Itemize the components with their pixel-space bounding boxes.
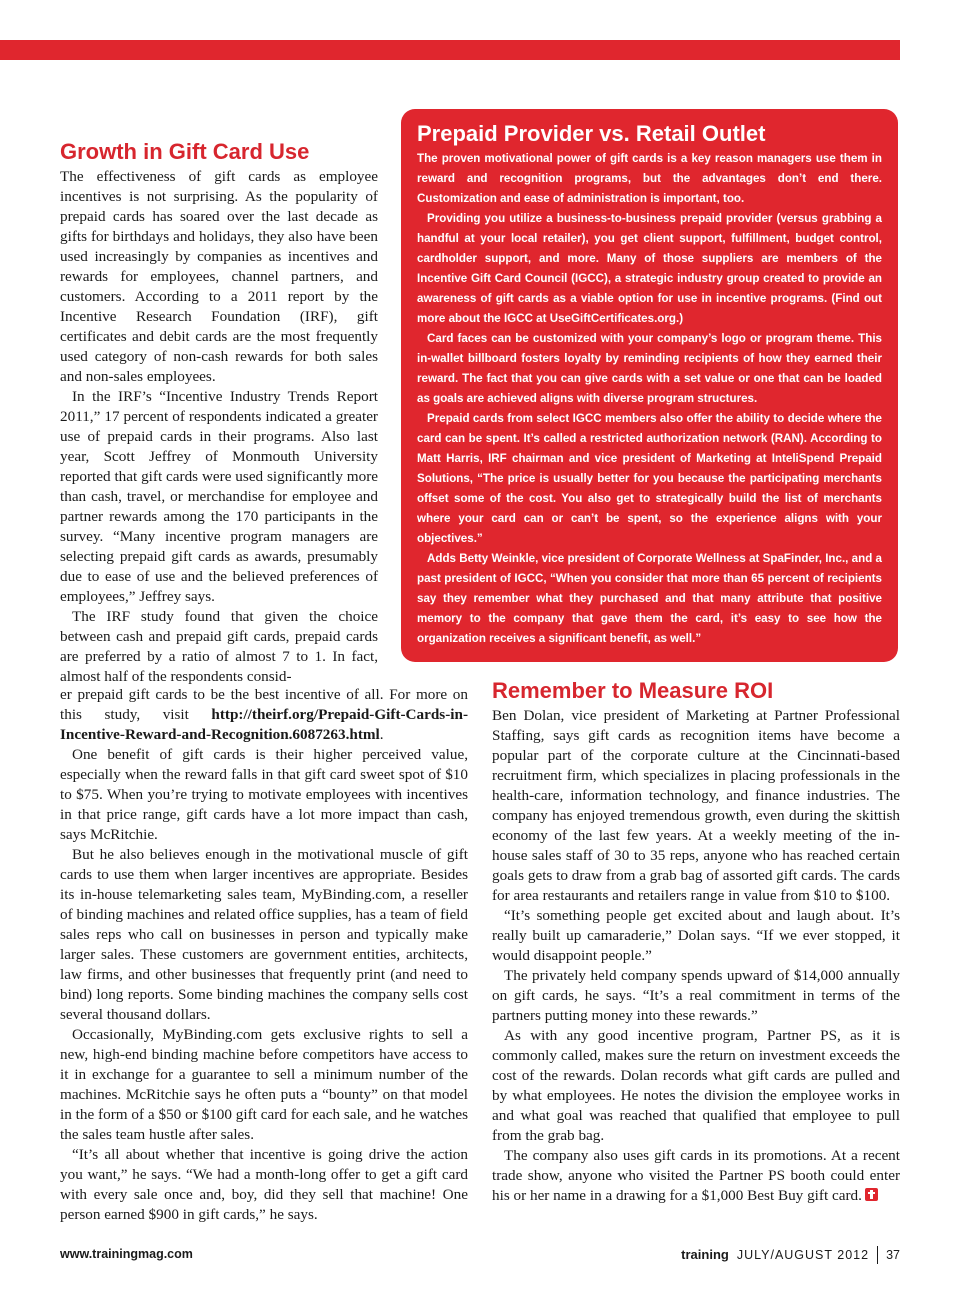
paragraph: Ben Dolan, vice president of Marketing at Partner Professional Staffing, says gift cards as recognition items have become a popular part of the corporate culture at the Cincinnati-based recruitment firm, which specializes in placing professionals in the health-care, information technology, and finance industries. The company has enjoyed tremendous growth, even during the skittish economy of the last few years. At a weekly meeting of the in-house sales staff of 30 to 35 reps, anyone who has reached certain goals gets to draw from a grab bag of assorted gift cards. The cards for area restaurants and retailers range in value from $10 to $100. [492, 707, 900, 904]
paragraph: The effectiveness of gift cards as employee incentives is not surprising. As the popularity of prepaid cards has soared over the last decade as gifts for birthdays and holidays, they also have been used increasingly by companies as incentives and rewards for employees, channel partners, and customers. According to a 2011 report by the Incentive Research Foundation (IRF), gift certificates and debit cards are the most frequently used category of non-cash rewards for both sales and non-sales employees. [60, 168, 378, 385]
paragraph-text: er prepaid gift cards to be the best incentive of all. For more on this study, visit [60, 686, 468, 723]
paragraph: “It’s all about whether that incentive is going drive the action you want,” he says. “We had a month-long offer to get a gift card with every sale once and, boy, did they sell that machine! One person earned $900 in gift cards,” he says. [60, 1146, 468, 1223]
last-paragraph [492, 1146, 900, 1206]
irf-study-link[interactable]: http://theirf.org/Prepaid-Gift-Cards-in-Incentive-Reward-and-Recognition.6087263.html [60, 706, 468, 743]
sidebar-paragraph: Adds Betty Weinkle, vice president of Corporate Wellness at SpaFinder, Inc., and a past president of IGCC, “When you consider that more than 65 percent of recipients say they remember what they purchased and that many attribute that positive memory to the company that gave them the card, it’s easy to see how the organization receives a significant benefit, as well.” [417, 552, 882, 645]
article-heading-growth: Growth in Gift Card Use [60, 139, 310, 164]
right-article-body [492, 706, 900, 1206]
paragraph: Occasionally, MyBinding.com gets exclusive rights to sell a new, high-end binding machine before competitors have access to it in exchange for a guarantee to sell a minimum number of the machines. McRitchie says he often puts a “bounty” on that model in the form of a $50 or $100 gift card for each sale, and he watches the sales team hustle after sales. [60, 1026, 468, 1143]
left-article-column [60, 138, 378, 687]
paragraph-with-link [60, 685, 468, 745]
top-accent-bar [0, 40, 900, 60]
left-article-continued [60, 685, 468, 1225]
paragraph: The privately held company spends upward of $14,000 annually on gift cards, he says. “It’s a real commitment in terms of the partners putting money into these rewards.” [492, 967, 900, 1024]
sidebar-paragraph: Providing you utilize a business-to-business prepaid provider (versus grabbing a handful at your local retailer), you get client support, fulfillment, budget control, cardholder support, and more. Many of those suppliers are members of the Incentive Gift Card Council (IGCC), a strategic industry group created to provide an awareness of gift cards as a viable option for use in incentive programs. (Find out more about the IGCC at UseGiftCertificates.org.) [417, 212, 882, 325]
magazine-name: training [681, 1247, 729, 1262]
paragraph-end: . [379, 726, 384, 743]
paragraph: As with any good incentive program, Partner PS, as it is commonly called, makes sure the return on investment exceeds the cost of the rewards. Dolan records what gift cards are pulled and by what employees. He notes the division the employee works in and what goal was reached that qualified that employee to pull from the grab bag. [492, 1027, 900, 1144]
sidebar-paragraph: Prepaid cards from select IGCC members also offer the ability to decide where the card can be spent. It’s called a restricted authorization network (RAN). According to Matt Harris, IRF chairman and vice president of Marketing at InteliSpend Prepaid Solutions, “The price is usually better for you because the participating merchants offset some of the cost. You also get to strategically build the list of merchants where your card can or can’t be spent, so the experience aligns with your objectives.” [417, 412, 882, 545]
article-heading-roi: Remember to Measure ROI [492, 678, 774, 703]
left-article-body [60, 167, 378, 687]
paragraph: But he also believes enough in the motivational muscle of gift cards to use them when larger incentives are appropriate. Besides its in-house telemarketing sales team, MyBinding.com, a reseller of binding machines and related office supplies, has a team of field sales reps who call on businesses in person and typically make larger sales. These customers are government entities, architects, law firms, and other businesses that frequently print (and need to bind) long reports. Some binding machines the company sells cost several thousand dollars. [60, 846, 468, 1023]
paragraph-text: The company also uses gift cards in its promotions. At a recent trade show, anyone who visited the Partner PS booth could enter his or her name in a drawing for a $1,000 Best Buy gift card. [492, 1147, 900, 1204]
sidebar-body [417, 149, 882, 649]
footer-folio [681, 1246, 900, 1264]
paragraph: “It’s something people get excited about and laugh about. It’s really built up camaraderie,” Dolan says. “If we ever stopped, it would disappoint people.” [492, 907, 900, 964]
issue-date: JULY/AUGUST 2012 [736, 1248, 870, 1262]
folio-divider [877, 1246, 878, 1264]
sidebar-title: Prepaid Provider vs. Retail Outlet [417, 121, 766, 146]
page-number: 37 [886, 1248, 900, 1262]
sidebar-box [401, 109, 898, 662]
end-mark-icon [865, 1188, 878, 1201]
sidebar-paragraph: The proven motivational power of gift cards is a key reason managers use them in reward and recognition programs, but the advantages don’t end there. Customization and ease of administration is important, too. [417, 152, 882, 205]
sidebar-paragraph: Card faces can be customized with your company’s logo or program theme. This in-wallet billboard fosters loyalty by reminding recipients of how they earned their reward. The fact that you can give cards with a set value or one that can be loaded as goals are achieved aligns with diverse program structures. [417, 332, 882, 405]
paragraph: One benefit of gift cards is their higher perceived value, especially when the reward falls in that gift card sweet spot of $10 to $75. When you’re trying to motivate employees with incentives in that price range, gift cards have a lot more impact than cash, says McRitchie. [60, 746, 468, 843]
footer-url[interactable]: www.trainingmag.com [60, 1247, 193, 1261]
paragraph: The IRF study found that given the choice between cash and prepaid gift cards, prepaid cards are preferred by a ratio of almost 7 to 1. In fact, almost half of the respondents consid- [60, 608, 378, 685]
paragraph: In the IRF’s “Incentive Industry Trends Report 2011,” 17 percent of respondents indicated a greater use of prepaid cards in their programs. Also last year, Scott Jeffrey of Monmouth University reported that gift cards were used significantly more than cash, travel, or merchandise for employee and partner rewards among the 170 participants in the survey. “Many incentive program managers are selecting prepaid gift cards as awards, presumably due to ease of use and the believed preferences of employees,” Jeffrey says. [60, 388, 378, 605]
right-article-column [492, 677, 900, 1206]
